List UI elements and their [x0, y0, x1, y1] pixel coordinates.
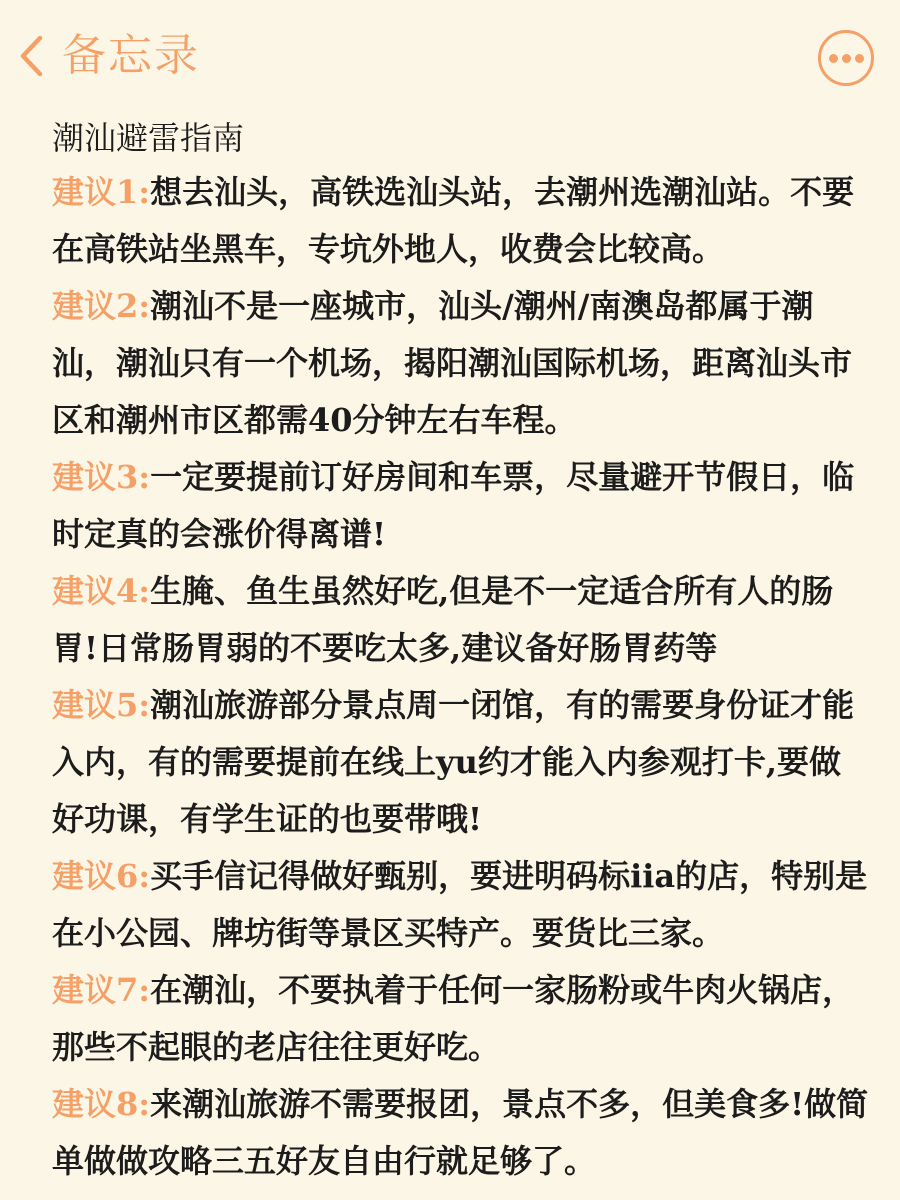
tip-item — [52, 962, 872, 1076]
tip-text: 潮汕旅游部分景点周一闭馆，有的需要身份证才能入内，有的需要提前在线上yu约才能入内参观打卡,要做好功课，有学生证的也要带哦! — [52, 686, 855, 838]
tip-text: 生腌、鱼生虽然好吃,但是不一定适合所有人的肠胃!日常肠胃弱的不要吃太多,建议备好肠胃药等 — [52, 572, 834, 667]
tip-label: 建议8: — [52, 1085, 151, 1123]
note-title: 潮汕避雷指南 — [52, 119, 245, 157]
tip-text: 来潮汕旅游不需要报团，景点不多，但美食多!做简单做做攻略三五好友自由行就足够了。 — [52, 1085, 869, 1180]
tip-item — [52, 278, 872, 449]
nav-bar — [0, 0, 900, 110]
tip-label: 建议1: — [52, 173, 151, 211]
tip-text: 在潮汕，不要执着于任何一家肠粉或牛肉火锅店，那些不起眼的老店往往更好吃。 — [52, 971, 855, 1066]
tip-item — [52, 164, 872, 278]
tip-item — [52, 563, 872, 677]
tip-item — [52, 677, 872, 848]
tip-item — [52, 848, 872, 962]
ellipsis-circle-icon — [827, 54, 866, 63]
tip-text: 潮汕不是一座城市，汕头/潮州/南澳岛都属于潮汕，潮汕只有一个机场，揭阳潮汕国际机场，距离汕头市区和潮州市区都需40分钟左右车程。 — [52, 287, 853, 439]
tip-label: 建议3: — [52, 458, 151, 496]
back-label: 备忘录 — [62, 30, 200, 81]
tip-text: 想去汕头，高铁选汕头站，去潮州选潮汕站。不要在高铁站坐黑车，专坑外地人，收费会比较高。 — [52, 173, 855, 268]
tip-text: 一定要提前订好房间和车票，尽量避开节假日，临时定真的会涨价得离谱! — [52, 458, 855, 553]
tip-item — [52, 1076, 872, 1190]
more-options-button[interactable] — [818, 30, 874, 86]
tip-label: 建议6: — [52, 857, 151, 895]
tip-label: 建议2: — [52, 287, 151, 325]
back-button[interactable] — [18, 26, 200, 86]
tip-text: 买手信记得做好甄别，要进明码标iia的店，特别是在小公园、牌坊街等景区买特产。要货比三家。 — [52, 857, 868, 952]
tip-label: 建议5: — [52, 686, 151, 724]
note-body[interactable] — [52, 112, 872, 1190]
tip-item — [52, 449, 872, 563]
tip-label: 建议7: — [52, 971, 151, 1009]
chevron-left-icon — [18, 35, 44, 77]
tip-label: 建议4: — [52, 572, 151, 610]
